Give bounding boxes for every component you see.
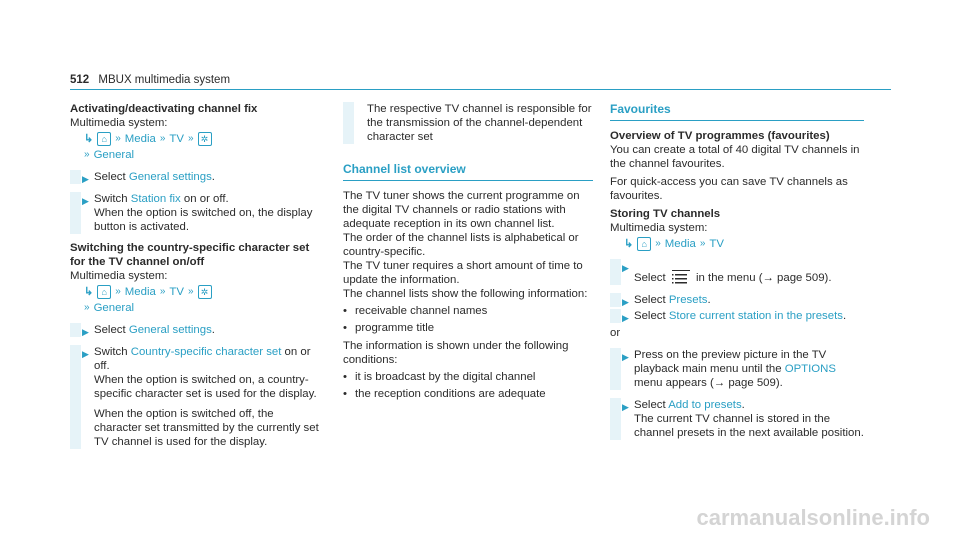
header-rule xyxy=(70,89,891,90)
page-header-title: MBUX multimedia system xyxy=(98,74,231,86)
nav-general: General xyxy=(93,302,135,314)
chevron-icon: » xyxy=(115,286,118,297)
favourites-p1: You can create a total of 40 digital TV channels in the channel favourites. xyxy=(610,144,860,170)
nav-tv: TV xyxy=(169,286,184,298)
charset-off-description: When the option is switched off, the character set transmitted by the currently set TV channel is used for the display. xyxy=(94,408,319,448)
link-country-charset: Country-specific character set xyxy=(130,346,282,358)
link-add-presets: Add to presets xyxy=(668,399,742,411)
step-press-preview: ▶ Press on the preview picture in the TV playback main menu until the OPTIONS menu appears (→ page 509). xyxy=(610,348,864,390)
section-channel-list: Channel list overview xyxy=(343,162,593,181)
heading-storing-channels: Storing TV channels xyxy=(610,208,721,220)
nav-media: Media xyxy=(124,286,156,298)
step-select-presets: ▶ Select Presets. xyxy=(610,293,864,307)
channel-list-p2: The order of the channel lists is alphabetical or country-specific. xyxy=(343,232,579,258)
step-arrow-icon: ▶ xyxy=(82,196,89,206)
nav-media: Media xyxy=(664,238,696,250)
nav-tv: TV xyxy=(709,238,724,250)
chevron-icon: » xyxy=(84,149,87,160)
nav-media: Media xyxy=(124,133,156,145)
nav-general: General xyxy=(93,149,135,161)
chevron-icon: » xyxy=(159,286,163,297)
heading-overview-favourites: Overview of TV programmes (favourites) xyxy=(610,130,830,142)
path-arrow-icon: ↳ xyxy=(624,238,634,250)
heading-country-charset: Switching the country-specific character set for the TV channel on/off xyxy=(70,242,310,268)
list-item: • programme title xyxy=(343,321,593,335)
or-label: or xyxy=(610,327,621,339)
column-2 xyxy=(343,102,593,401)
station-fix-description: When the option is switched on, the display button is activated. xyxy=(94,207,313,233)
step-arrow-icon: ▶ xyxy=(622,313,629,323)
channel-list-p1: The TV tuner shows the current programme on the digital TV channels or radio stations with adequate reception in its own channel list. xyxy=(343,190,580,230)
nav-path-2 xyxy=(70,148,320,162)
channel-list-p3: The TV tuner requires a short amount of time to update the information. xyxy=(343,260,583,286)
step-arrow-icon: ▶ xyxy=(622,297,629,307)
list-item: • it is broadcast by the digital channel xyxy=(343,370,593,384)
nav-path-2 xyxy=(70,301,320,315)
section-favourites: Favourites xyxy=(610,102,864,121)
chevron-icon: » xyxy=(187,286,191,297)
menu-icon xyxy=(671,269,691,285)
nav-path xyxy=(70,132,320,146)
step-arrow-icon: ▶ xyxy=(82,327,89,337)
page-number: 512 xyxy=(70,74,90,86)
step-switch-country-charset: ▶ Switch Country-specific character set on or off. When the option is switched on, a country-specific character set is used for the display. When the option is switched off, the character set transmitted by the currently set TV channel is used for the display. xyxy=(70,345,320,449)
heading-channel-fix: Activating/deactivating channel fix xyxy=(70,103,258,115)
chevron-icon: » xyxy=(84,302,87,313)
chevron-icon: » xyxy=(699,238,703,249)
step-arrow-icon: ▶ xyxy=(622,263,629,273)
list-item: • the reception conditions are adequate xyxy=(343,387,593,401)
link-general-settings: General settings xyxy=(128,171,212,183)
step-arrow-icon: ▶ xyxy=(82,174,89,184)
step-arrow-icon: ▶ xyxy=(622,402,629,412)
nav-path xyxy=(70,285,320,299)
home-icon: ⌂ xyxy=(97,285,111,299)
link-presets: Presets xyxy=(668,294,708,306)
settings-icon: ✲ xyxy=(198,132,212,146)
step-select-general-settings: ▶ Select General settings. xyxy=(70,170,320,184)
column-1 xyxy=(70,102,320,449)
step-store-current: ▶ Select Store current station in the presets. xyxy=(610,309,864,323)
channel-list-p4: The channel lists show the following information: xyxy=(343,288,588,300)
step-add-presets: ▶ Select Add to presets. The current TV channel is stored in the channel presets in the next available position. xyxy=(610,398,864,440)
list-item: • receivable channel names xyxy=(343,304,593,318)
link-station-fix: Station fix xyxy=(130,193,181,205)
nav-tv: TV xyxy=(169,133,184,145)
column-3 xyxy=(610,102,864,440)
step-arrow-icon: ▶ xyxy=(622,352,629,362)
multimedia-system-label: Multimedia system: xyxy=(70,270,168,282)
watermark: carmanualsonline.info xyxy=(696,505,930,530)
path-arrow-icon: ↳ xyxy=(84,133,94,145)
nav-path xyxy=(610,237,864,251)
note-charset xyxy=(343,102,593,144)
channel-list-p5: The information is shown under the following conditions: xyxy=(343,340,569,366)
link-store-current: Store current station in the presets xyxy=(668,310,843,322)
link-general-settings: General settings xyxy=(128,324,212,336)
path-arrow-icon: ↳ xyxy=(84,286,94,298)
multimedia-system-label: Multimedia system: xyxy=(70,117,168,129)
step-select-general-settings-2: ▶ Select General settings. xyxy=(70,323,320,337)
add-presets-description: The current TV channel is stored in the channel presets in the next available position. xyxy=(634,413,864,439)
charset-on-description: When the option is switched on, a country-specific character set is used for the display. xyxy=(94,374,317,400)
chevron-icon: » xyxy=(115,133,118,144)
note-text: The respective TV channel is responsible for the transmission of the channel-dependent character set xyxy=(367,103,592,143)
settings-icon: ✲ xyxy=(198,285,212,299)
chevron-icon: » xyxy=(187,133,191,144)
link-options: OPTIONS xyxy=(784,363,836,375)
chevron-icon: » xyxy=(655,238,658,249)
step-arrow-icon: ▶ xyxy=(82,349,89,359)
multimedia-system-label: Multimedia system: xyxy=(610,222,708,234)
home-icon: ⌂ xyxy=(97,132,111,146)
step-switch-station-fix: ▶ Switch Station fix on or off. When the option is switched on, the display button is activated. xyxy=(70,192,320,234)
chevron-icon: » xyxy=(159,133,163,144)
home-icon: ⌂ xyxy=(637,237,651,251)
step-select-menu: ▶ Select in the menu (→ page 509). xyxy=(610,259,864,285)
page-header xyxy=(70,73,230,87)
favourites-p2: For quick-access you can save TV channels as favourites. xyxy=(610,176,848,202)
